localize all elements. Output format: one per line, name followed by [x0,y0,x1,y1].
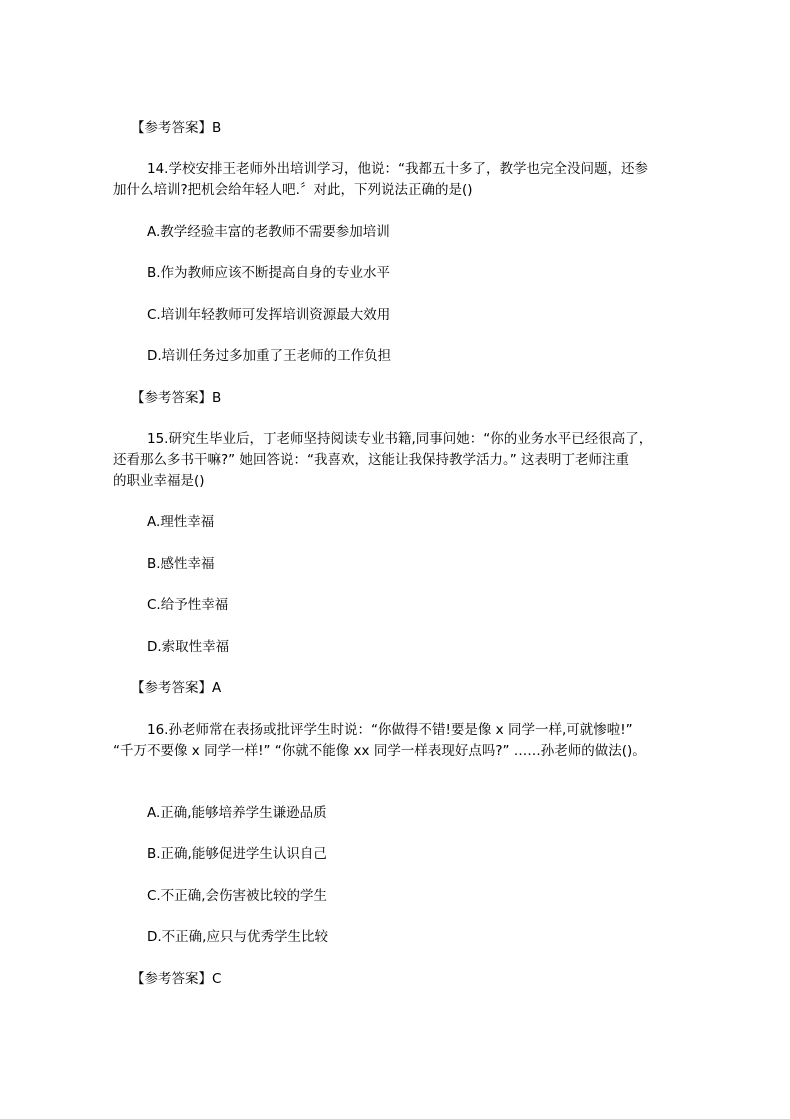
question-16-line-1: 16.孙老师常在表扬或批评学生时说：“你做得不错!要是像 x 同学一样,可就惨啦!” [147,722,633,738]
question-16-line-2: “千万不要像 x 同学一样!” “你就不能像 xx 同学一样表现好点吗?” ……孙老师的做法()。 [113,743,646,759]
question-15-option-d: D.索取性幸福 [147,639,230,655]
question-15-answer: 【参考答案】A [131,680,222,696]
question-15-line-2: 还看那么多书干嘛?” 她回答说：“我喜欢，这能让我保持教学活力。” 这表明丁老师注重 [113,452,629,468]
question-14-option-d: D.培训任务过多加重了王老师的工作负担 [147,348,392,364]
question-14-line-2: 加什么培训?把机会给年轻人吧.〞对此，下列说法正确的是() [113,182,473,198]
question-16-option-b: B.正确,能够促进学生认识自己 [147,846,327,862]
question-15-option-c: C.给予性幸福 [147,597,229,613]
question-16-option-a: A.正确,能够培养学生谦逊品质 [147,805,327,821]
question-14-answer: 【参考答案】B [131,390,222,406]
question-15-option-a: A.理性幸福 [147,514,215,530]
question-16-answer: 【参考答案】C [131,971,222,987]
answer-line-13: 【参考答案】B [131,120,222,136]
question-14-option-c: C.培训年轻教师可发挥培训资源最大效用 [147,307,391,323]
question-15-line-3: 的职业幸福是() [113,473,205,489]
question-14-line-1: 14.学校安排王老师外出培训学习，他说：“我都五十多了，教学也完全没问题，还参 [147,161,648,177]
question-16-option-c: C.不正确,会伤害被比较的学生 [147,888,328,904]
question-15-option-b: B.感性幸福 [147,556,215,572]
question-16-option-d: D.不正确,应只与优秀学生比较 [147,929,328,945]
question-15-line-1: 15.研究生毕业后，丁老师坚持阅读专业书籍,同事问她：“你的业务水平已经很高了， [147,431,653,447]
question-14-option-a: A.教学经验丰富的老教师不需要参加培训 [147,224,390,240]
question-14-option-b: B.作为教师应该不断提高自身的专业水平 [147,265,391,281]
